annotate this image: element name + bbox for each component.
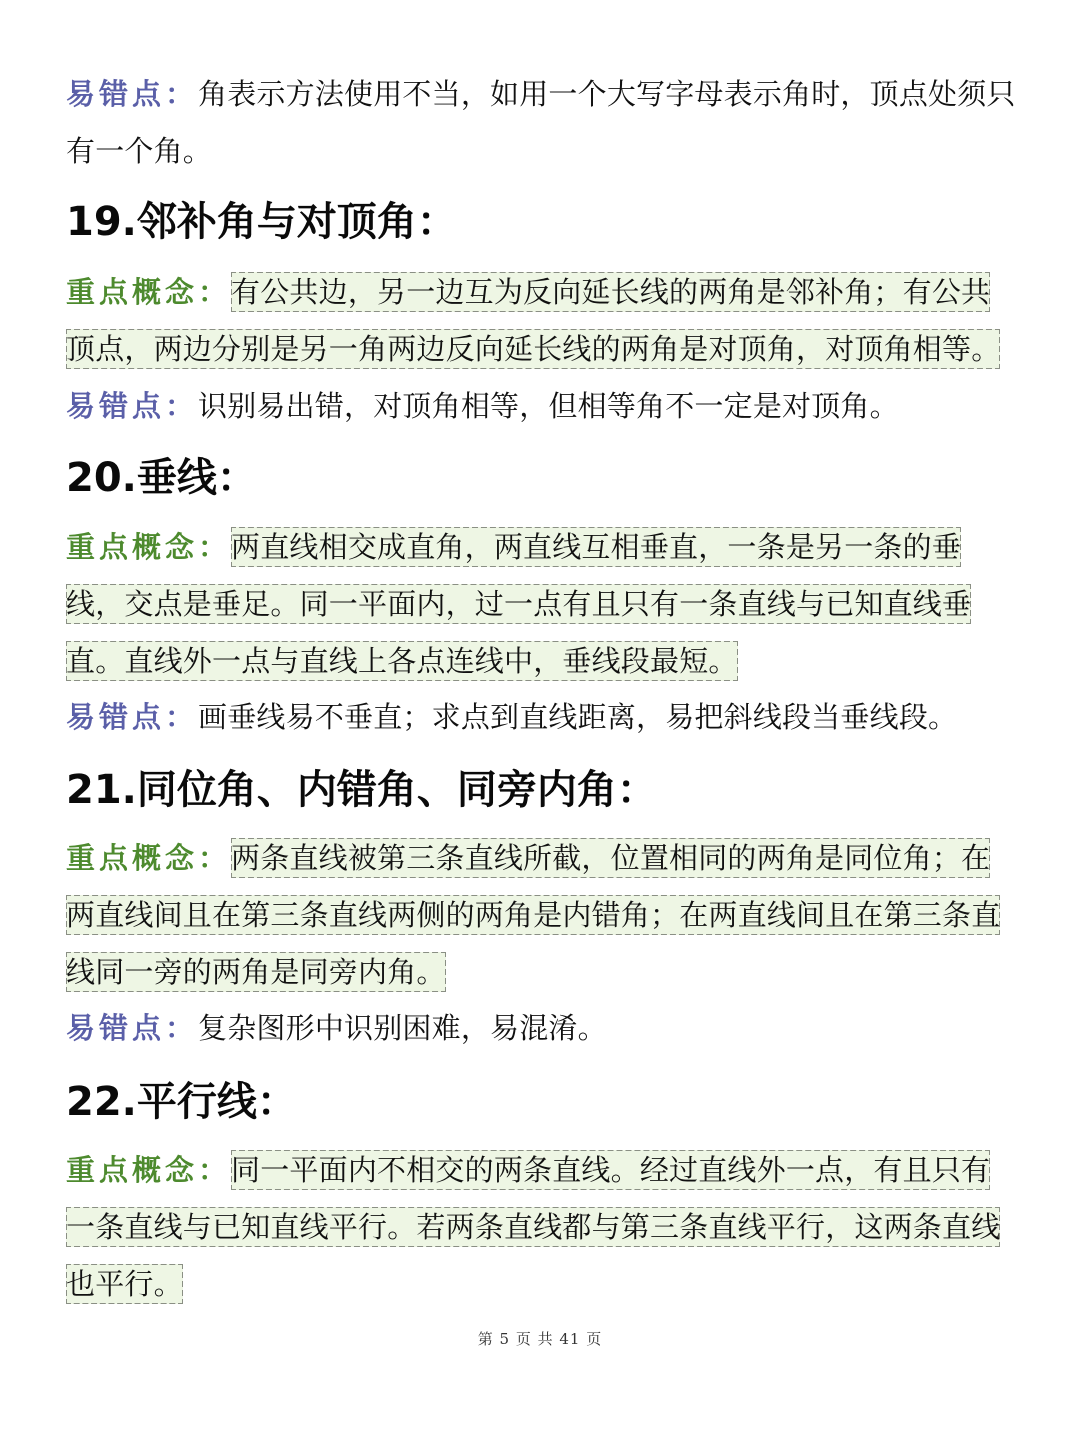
section-heading-19: 19.邻补角与对顶角： (66, 199, 457, 245)
error-note-20 (66, 689, 1016, 746)
error-label: 易错点： (66, 77, 199, 111)
key-concept-20 (66, 519, 1016, 690)
page-footer: 第 5 页 共 41 页 (477, 1330, 603, 1348)
error-label: 易错点： (66, 1011, 199, 1045)
error-text: 识别易出错，对顶角相等，但相等角不一定是对顶角。 (198, 389, 899, 423)
key-concept-text: 同一平面内不相交的两条直线。经过直线外一点，有且只有一条直线与已知直线平行。若两条直线都与第三条直线平行，这两条直线也平行。 (66, 1150, 1000, 1304)
key-concept-text: 两条直线被第三条直线所截，位置相同的两角是同位角；在两直线间且在第三条直线两侧的两角是内错角；在两直线间且在第三条直线同一旁的两角是同旁内角。 (66, 838, 1000, 992)
error-note-21 (66, 1000, 1016, 1057)
key-concept-label: 重点概念： (66, 275, 232, 309)
key-concept-22 (66, 1142, 1016, 1313)
key-concept-19 (66, 264, 1016, 378)
key-concept-21 (66, 830, 1016, 1001)
section-heading-21: 21.同位角、内错角、同旁内角： (66, 767, 657, 813)
section-heading-20: 20.垂线： (66, 455, 257, 501)
key-concept-text: 两直线相交成直角，两直线互相垂直，一条是另一条的垂线，交点是垂足。同一平面内，过一点有且只有一条直线与已知直线垂直。直线外一点与直线上各点连线中，垂线段最短。 (66, 527, 971, 681)
error-text: 画垂线易不垂直；求点到直线距离，易把斜线段当垂线段。 (198, 700, 958, 734)
error-text: 角表示方法使用不当，如用一个大写字母表示角时，顶点处须只有一个角。 (66, 77, 1016, 168)
error-label: 易错点： (66, 389, 199, 423)
key-concept-label: 重点概念： (66, 1153, 232, 1187)
intro-error-note (66, 66, 1016, 180)
key-concept-label: 重点概念： (66, 841, 232, 875)
error-note-19 (66, 378, 1016, 435)
key-concept-label: 重点概念： (66, 530, 232, 564)
section-heading-22: 22.平行线： (66, 1079, 297, 1125)
error-label: 易错点： (66, 700, 199, 734)
key-concept-text: 有公共边，另一边互为反向延长线的两角是邻补角；有公共顶点，两边分别是另一角两边反向延长线的两角是对顶角，对顶角相等。 (66, 272, 1000, 369)
error-text: 复杂图形中识别困难，易混淆。 (198, 1011, 607, 1045)
